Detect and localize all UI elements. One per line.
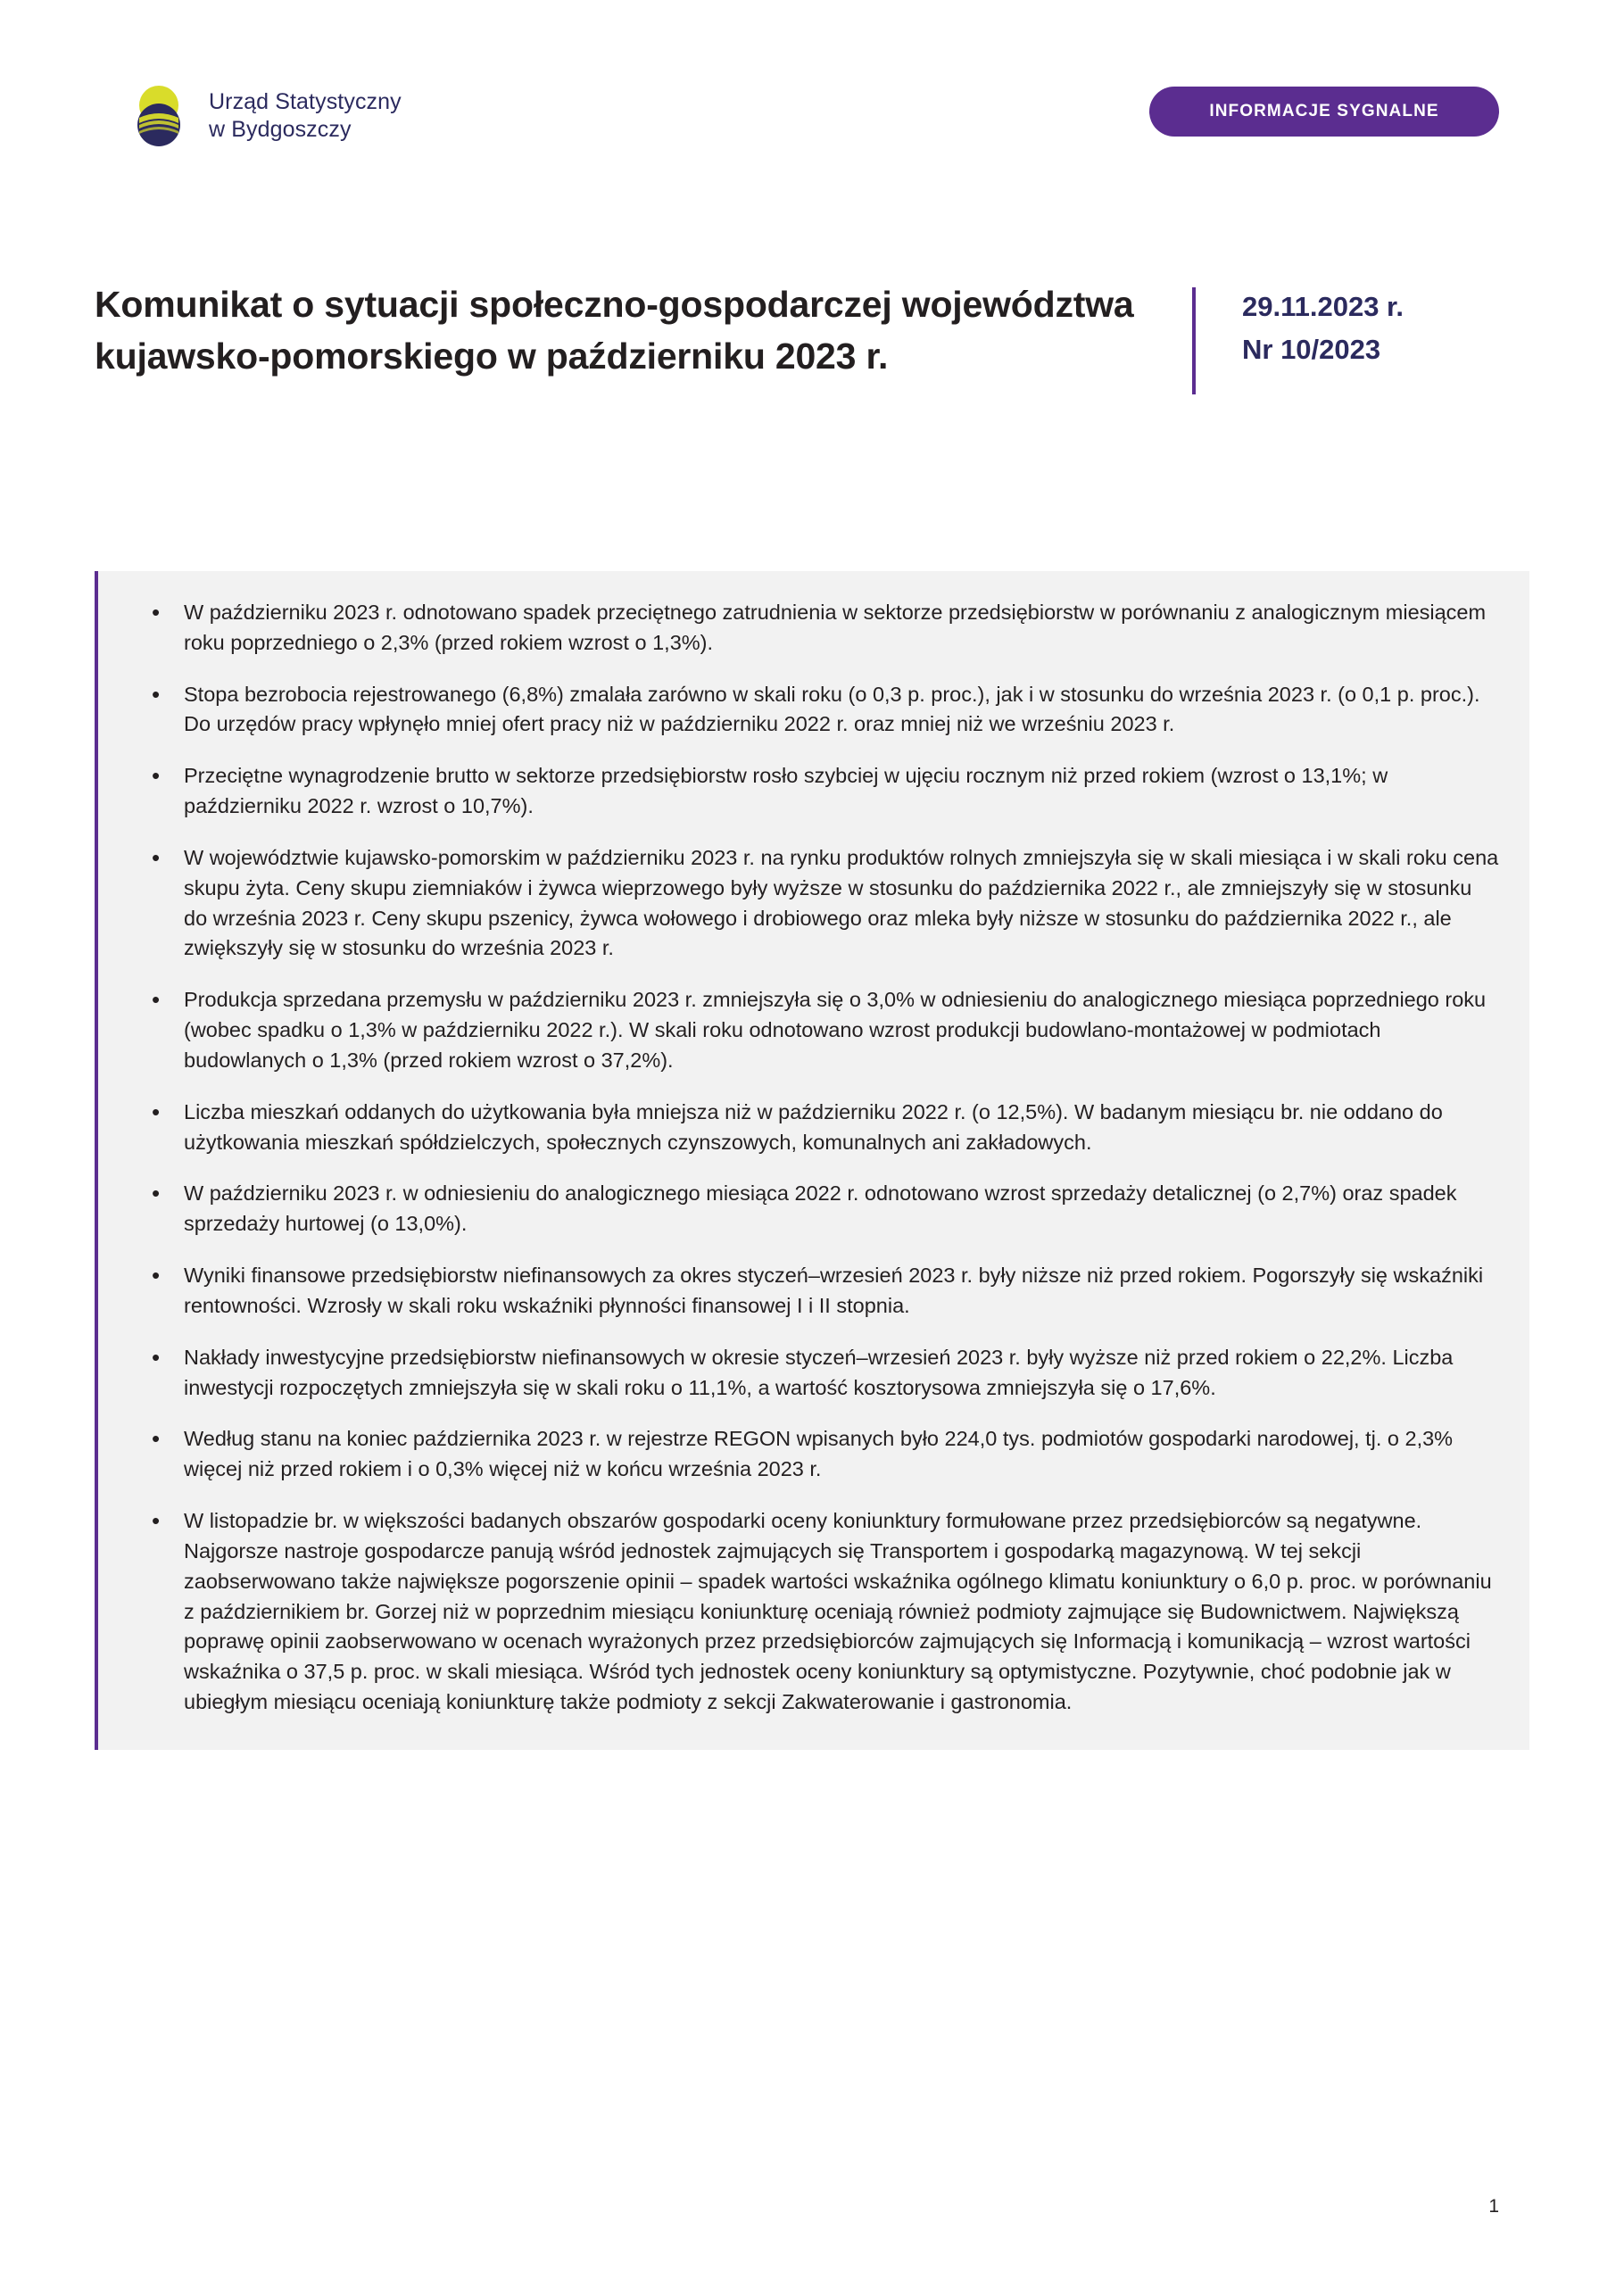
- status-badge: INFORMACJE SYGNALNE: [1149, 87, 1499, 137]
- list-item: • W październiku 2023 r. odnotowano spadek przeciętnego zatrudnienia w sektorze przedsiębiorstw w porównaniu z analogicznym miesiącem roku poprzedniego o 2,3% (przed rokiem wzrost o 1,3%).: [128, 598, 1499, 659]
- list-item: • Nakłady inwestycyjne przedsiębiorstw niefinansowych w okresie styczeń–wrzesień 2023 r. były wyższe niż przed rokiem o 22,2%. Liczba inwestycji rozpoczętych zmniejszyła się w skali roku o 11,1%, a wartość kosztorysowa zmniejszyła się o 17,6%.: [128, 1343, 1499, 1404]
- page-title: Komunikat o sytuacji społeczno-gospodarczej województwa kujawsko-pomorskiego w październiku 2023 r.: [95, 284, 1134, 377]
- list-item: • W październiku 2023 r. w odniesieniu do analogicznego miesiąca 2022 r. odnotowano wzrost sprzedaży detalicznej (o 2,7%) oraz spadek sprzedaży hurtowej (o 13,0%).: [128, 1179, 1499, 1239]
- list-item: • Przeciętne wynagrodzenie brutto w sektorze przedsiębiorstw rosło szybciej w ujęciu rocznym niż przed rokiem (wzrost o 13,1%; w październiku 2022 r. wzrost o 10,7%).: [128, 761, 1499, 822]
- list-item: • W województwie kujawsko-pomorskim w październiku 2023 r. na rynku produktów rolnych zmniejszyła się w skali miesiąca i w skali roku cena skupu żyta. Ceny skupu ziemniaków i żywca wieprzowego były wyższe w stosunku do października 2022 r., ale zmniejszyły się w stosunku do września 2023 r. Ceny skupu pszenicy, żywca wołowego i drobiowego oraz mleka były niższe w stosunku do października 2022 r., ale zwiększyły się w stosunku do września 2023 r.: [128, 843, 1499, 964]
- organization-logo: [125, 82, 402, 150]
- organization-name-line2: w Bydgoszczy: [209, 117, 352, 142]
- list-item: • Produkcja sprzedana przemysłu w październiku 2023 r. zmniejszyła się o 3,0% w odniesieniu do analogicznego miesiąca poprzedniego roku (wobec spadku o 1,3% w październiku 2022 r.). W skali roku odnotowano wzrost produkcji budowlano-montażowej w podmiotach budowlanych o 1,3% (przed rokiem wzrost o 37,2%).: [128, 985, 1499, 1075]
- issue-number: Nr 10/2023: [1242, 334, 1381, 366]
- page-number: 1: [1488, 2196, 1499, 2217]
- list-item: • Liczba mieszkań oddanych do użytkowania była mniejsza niż w październiku 2022 r. (o 12,5%). W badanym miesiącu br. nie oddano do użytkowania mieszkań spółdzielczych, społecznych czynszowych, komunalnych ani zakładowych.: [128, 1098, 1499, 1158]
- publication-date: 29.11.2023 r.: [1242, 291, 1404, 322]
- title-divider: [1192, 287, 1196, 394]
- organization-name: [209, 88, 402, 144]
- highlights-list: [128, 598, 1499, 1718]
- list-item: • Według stanu na koniec października 2023 r. w rejestrze REGON wpisanych było 224,0 tys. podmiotów gospodarki narodowej, tj. o 2,3% więcej niż przed rokiem i o 0,3% więcej niż w końcu września 2023 r.: [128, 1424, 1499, 1485]
- list-item: • W listopadzie br. w większości badanych obszarów gospodarki oceny koniunktury formułowane przez przedsiębiorców są negatywne. Najgorsze nastroje gospodarcze panują wśród jednostek zajmujących się Transportem i gospodarką magazynową. W tej sekcji zaobserwowano także największe pogorszenie opinii – spadek wartości wskaźnika ogólnego klimatu koniunktury o 6,0 p. proc. w porównaniu z październikiem br. Gorzej niż w poprzednim miesiącu koniunkturę oceniają również podmioty zajmujące się Budownictwem. Największą poprawę opinii zaobserwowano w ocenach wyrażonych przez przedsiębiorców zajmujących się Informacją i komunikacją – wzrost wartości wskaźnika o 37,5 p. proc. w skali miesiąca. Wśród tych jednostek oceny koniunktury są optymistyczne. Pozytywnie, choć podobnie jak w ubiegłym miesiącu oceniają koniunkturę także podmioty z sekcji Zakwaterowanie i gastronomia.: [128, 1506, 1499, 1718]
- organization-name-line1: Urząd Statystyczny: [209, 89, 402, 114]
- highlights-box: [95, 571, 1529, 1750]
- title-block: [95, 278, 1504, 394]
- title-meta: [1242, 278, 1404, 371]
- page-header: [0, 0, 1624, 178]
- list-item: • Stopa bezrobocia rejestrowanego (6,8%) zmalała zarówno w skali roku (o 0,3 p. proc.), jak i w stosunku do września 2023 r. (o 0,1 p. proc.). Do urzędów pracy wpłynęło mniej ofert pracy niż w październiku 2022 r. oraz mniej niż we wrześniu 2023 r.: [128, 680, 1499, 741]
- us-bydgoszcz-logo-icon: [125, 82, 193, 150]
- list-item: • Wyniki finansowe przedsiębiorstw niefinansowych za okres styczeń–wrzesień 2023 r. były niższe niż przed rokiem. Pogorszyły się wskaźniki rentowności. Wzrosły w skali roku wskaźniki płynności finansowej I i II stopnia.: [128, 1261, 1499, 1322]
